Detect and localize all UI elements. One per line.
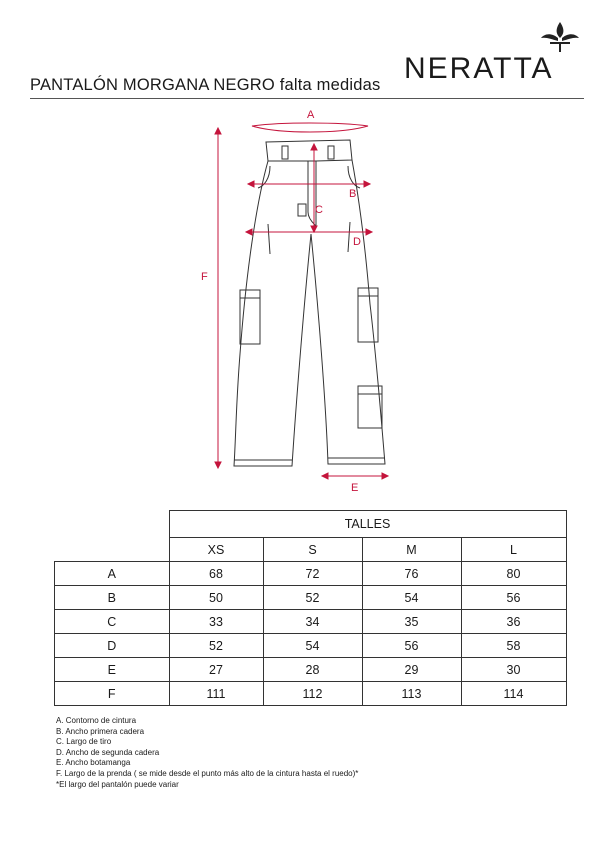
table-cell: 68: [169, 562, 263, 586]
table-cell: 28: [263, 658, 362, 682]
table-cell: 36: [461, 610, 566, 634]
table-group-header: TALLES: [169, 511, 566, 538]
table-cell: 56: [362, 634, 461, 658]
dart-left: [268, 224, 270, 254]
legend-item: A. Contorno de cintura: [56, 716, 137, 725]
size-header: L: [461, 538, 566, 562]
measure-label-d: D: [353, 236, 361, 248]
legend-item: D. Ancho de segunda cadera: [56, 747, 160, 757]
legend-item: C. Largo de tiro: [56, 737, 112, 747]
measure-label-e: E: [351, 482, 359, 494]
table-row: [55, 610, 567, 634]
table-row: [55, 586, 567, 610]
row-label: E: [55, 658, 170, 682]
table-row: [55, 562, 567, 586]
table-cell: 29: [362, 658, 461, 682]
row-label: D: [55, 634, 170, 658]
pants-outline: [234, 160, 385, 466]
table-cell: 54: [263, 634, 362, 658]
table-cell: 72: [263, 562, 362, 586]
table-cell: 80: [461, 562, 566, 586]
table-row: [55, 658, 567, 682]
measure-label-b: B: [349, 188, 357, 200]
table-cell: 30: [461, 658, 566, 682]
table-cell: 52: [169, 634, 263, 658]
table-cell: 27: [169, 658, 263, 682]
table-cell: 111: [169, 682, 263, 706]
row-label: B: [55, 586, 170, 610]
table-cell: 33: [169, 610, 263, 634]
table-cell: 112: [263, 682, 362, 706]
belt-loop-right: [328, 146, 334, 159]
fleur-logo-icon: [538, 20, 582, 60]
row-label: A: [55, 562, 170, 586]
table-cell: 35: [362, 610, 461, 634]
table-cell: 34: [263, 610, 362, 634]
header-divider: [30, 98, 584, 99]
measure-label-f: F: [201, 271, 208, 283]
table-cell: 114: [461, 682, 566, 706]
table-cell: 113: [362, 682, 461, 706]
dart-right: [348, 222, 350, 252]
page-title: PANTALÓN MORGANA NEGRO falta medidas: [30, 76, 381, 94]
coin-pocket: [298, 204, 306, 216]
table-cell: 58: [461, 634, 566, 658]
measure-label-c: C: [315, 204, 323, 216]
row-label: F: [55, 682, 170, 706]
table-cell: 50: [169, 586, 263, 610]
size-header: S: [263, 538, 362, 562]
table-size-header-row: [55, 538, 567, 562]
table-cell: 56: [461, 586, 566, 610]
table-cell: 54: [362, 586, 461, 610]
waistband-outline: [266, 140, 352, 161]
size-header: XS: [169, 538, 263, 562]
measurement-legend: [56, 716, 358, 790]
measure-label-a: A: [307, 109, 315, 121]
size-header: M: [362, 538, 461, 562]
table-row: [55, 682, 567, 706]
size-table: [54, 510, 567, 706]
brand-name: NERATTA: [404, 52, 554, 85]
table-cell: 76: [362, 562, 461, 586]
fly-seam: [308, 161, 316, 226]
pants-diagram: [190, 104, 410, 494]
legend-item: E. Ancho botamanga: [56, 758, 131, 768]
table-row: [55, 634, 567, 658]
table-cell: 52: [263, 586, 362, 610]
legend-item: F. Largo de la prenda ( se mide desde el punto más alto de la cintura hasta el ruedo)*: [56, 768, 359, 778]
row-label: C: [55, 610, 170, 634]
legend-item: B. Ancho primera cadera: [56, 726, 145, 736]
legend-note: *El largo del pantalón puede variar: [56, 779, 179, 789]
belt-loop-left: [282, 146, 288, 159]
